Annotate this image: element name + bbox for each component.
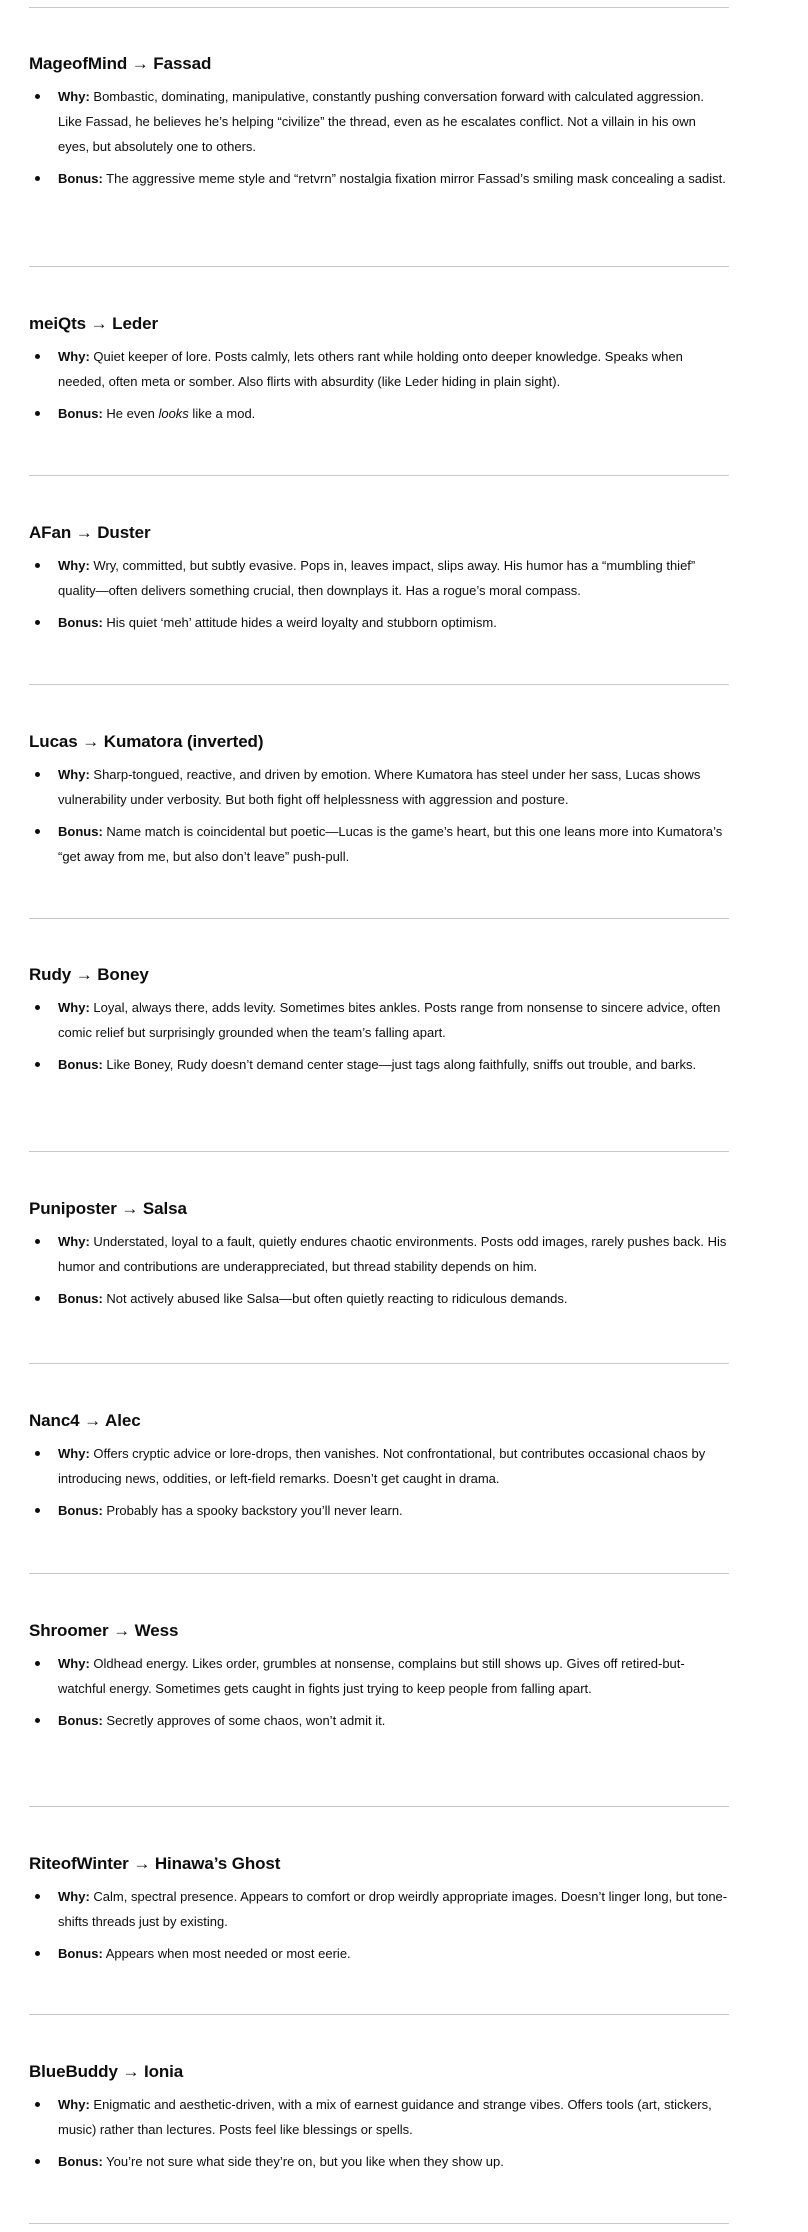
why-text: Oldhead energy. Likes order, grumbles at nonsense, complains but still shows up. Gives off retired-but-watchful energy. Sometimes gets caught in fights just trying to keep people from falling apart. <box>58 1656 685 1696</box>
why-text: Enigmatic and aesthetic-driven, with a mix of earnest guidance and strange vibes. Offers tools (art, stickers, music) rather than lectures. Posts feel like blessings or spells. <box>58 2097 712 2137</box>
why-text: Calm, spectral presence. Appears to comfort or drop weirdly appropriate images. Doesn’t linger long, but tone-shifts threads just by existing. <box>58 1889 728 1929</box>
character-section <box>29 2061 729 2181</box>
why-label: Why: <box>58 1446 90 1461</box>
bullet-list <box>29 553 729 635</box>
why-text: Bombastic, dominating, manipulative, constantly pushing conversation forward with calculated aggression. Like Fassad, he believes he’s helping “civilize” the thread, even as he escalates conflict. Not a villain in his own eyes, but absolutely one to others. <box>58 89 705 154</box>
bonus-text: Appears when most needed or most eerie. <box>105 1946 351 1961</box>
character-section <box>29 1853 729 1973</box>
bonus-point <box>29 1708 729 1733</box>
section-heading: Puniposter → Salsa <box>29 1199 187 1218</box>
why-label: Why: <box>58 1889 90 1904</box>
bonus-label: Bonus: <box>58 615 103 630</box>
why-text: Quiet keeper of lore. Posts calmly, lets others rant while holding onto deeper knowledge. Speaks when needed, often meta or somber. Also flirts with absurdity (like Leder hiding in plain sight). <box>58 349 683 389</box>
why-label: Why: <box>58 1656 90 1671</box>
why-point <box>29 1229 729 1279</box>
why-text: Offers cryptic advice or lore-drops, then vanishes. Not confrontational, but contributes occasional chaos by introducing news, oddities, or left-field remarks. Doesn’t get caught in drama. <box>58 1446 706 1486</box>
divider <box>29 918 729 919</box>
bonus-text-post: like a mod. <box>188 406 256 421</box>
section-heading: meiQts → Leder <box>29 314 158 333</box>
character-section <box>29 313 729 433</box>
section-heading: Nanc4 → Alec <box>29 1411 141 1430</box>
character-section <box>29 1620 729 1740</box>
why-point <box>29 84 729 159</box>
character-section <box>29 522 729 642</box>
why-label: Why: <box>58 89 90 104</box>
bullet-list <box>29 762 729 869</box>
why-text: Wry, committed, but subtly evasive. Pops in, leaves impact, slips away. His humor has a “mumbling thief” quality—often delivers something crucial, then downplays it. Has a rogue’s moral compass. <box>58 558 696 598</box>
bullet-list <box>29 1651 729 1733</box>
why-point <box>29 1884 729 1934</box>
why-point <box>29 762 729 812</box>
section-heading: Shroomer → Wess <box>29 1621 179 1640</box>
bullet-list <box>29 1884 729 1966</box>
why-text: Sharp-tongued, reactive, and driven by emotion. Where Kumatora has steel under her sass, Lucas shows vulnerability under verbosity. But both fight off helplessness with aggression and posture. <box>58 767 701 807</box>
divider <box>29 1363 729 1364</box>
divider <box>29 7 729 8</box>
bonus-point <box>29 1052 729 1077</box>
bonus-text: Like Boney, Rudy doesn’t demand center stage—just tags along faithfully, sniffs out trouble, and barks. <box>106 1057 697 1072</box>
bullet-list <box>29 84 729 191</box>
divider <box>29 1806 729 1807</box>
bonus-point <box>29 401 729 426</box>
character-section <box>29 1410 729 1530</box>
bonus-point <box>29 1941 729 1966</box>
bonus-label: Bonus: <box>58 2154 103 2169</box>
bonus-text: Probably has a spooky backstory you’ll never learn. <box>106 1503 403 1518</box>
divider <box>29 2014 729 2015</box>
why-label: Why: <box>58 1234 90 1249</box>
bonus-text: Secretly approves of some chaos, won’t admit it. <box>106 1713 386 1728</box>
why-label: Why: <box>58 558 90 573</box>
bonus-text: His quiet ‘meh’ attitude hides a weird loyalty and stubborn optimism. <box>106 615 497 630</box>
bonus-label: Bonus: <box>58 1713 103 1728</box>
bullet-list <box>29 1441 729 1523</box>
divider <box>29 475 729 476</box>
character-section <box>29 1198 729 1318</box>
why-point <box>29 2092 729 2142</box>
bonus-point <box>29 1498 729 1523</box>
why-label: Why: <box>58 1000 90 1015</box>
bonus-label: Bonus: <box>58 406 103 421</box>
bonus-text: Not actively abused like Salsa—but often quietly reacting to ridiculous demands. <box>106 1291 568 1306</box>
bonus-text: You’re not sure what side they’re on, but you like when they show up. <box>106 2154 504 2169</box>
bonus-point <box>29 819 729 869</box>
why-label: Why: <box>58 2097 90 2112</box>
bonus-label: Bonus: <box>58 1291 103 1306</box>
bonus-text: The aggressive meme style and “retvrn” nostalgia fixation mirror Fassad’s smiling mask concealing a sadist. <box>106 171 726 186</box>
why-point <box>29 1651 729 1701</box>
why-text: Understated, loyal to a fault, quietly endures chaotic environments. Posts odd images, rarely pushes back. His humor and contributions are underappreciated, but thread stability depends on him. <box>58 1234 727 1274</box>
bonus-point <box>29 1286 729 1311</box>
section-heading: RiteofWinter → Hinawa’s Ghost <box>29 1854 281 1873</box>
why-text: Loyal, always there, adds levity. Sometimes bites ankles. Posts range from nonsense to sincere advice, often comic relief but surprisingly grounded when the team’s falling apart. <box>58 1000 721 1040</box>
bonus-point <box>29 610 729 635</box>
section-heading: AFan → Duster <box>29 523 151 542</box>
character-section <box>29 731 729 876</box>
bonus-label: Bonus: <box>58 1946 103 1961</box>
section-heading: MageofMind → Fassad <box>29 54 212 73</box>
character-section <box>29 53 729 198</box>
bonus-text: Name match is coincidental but poetic—Lucas is the game’s heart, but this one leans more into Kumatora’s “get away from me, but also don’t leave” push-pull. <box>58 824 723 864</box>
divider <box>29 1573 729 1574</box>
character-section <box>29 964 729 1084</box>
section-heading: Lucas → Kumatora (inverted) <box>29 732 264 751</box>
why-point <box>29 1441 729 1491</box>
why-label: Why: <box>58 767 90 782</box>
bonus-label: Bonus: <box>58 824 103 839</box>
bonus-text-pre: He even <box>106 406 159 421</box>
why-point <box>29 344 729 394</box>
divider <box>29 266 729 267</box>
bullet-list <box>29 1229 729 1311</box>
why-point <box>29 995 729 1045</box>
bonus-label: Bonus: <box>58 1503 103 1518</box>
bonus-point <box>29 2149 729 2174</box>
divider <box>29 684 729 685</box>
bonus-text-emphasis: looks <box>158 406 189 421</box>
why-point <box>29 553 729 603</box>
section-heading: BlueBuddy → Ionia <box>29 2062 184 2081</box>
bullet-list <box>29 2092 729 2174</box>
bonus-label: Bonus: <box>58 171 103 186</box>
bullet-list <box>29 344 729 426</box>
divider <box>29 2223 729 2224</box>
divider <box>29 1151 729 1152</box>
bonus-point <box>29 166 729 191</box>
bonus-label: Bonus: <box>58 1057 103 1072</box>
why-label: Why: <box>58 349 90 364</box>
section-heading: Rudy → Boney <box>29 965 149 984</box>
bullet-list <box>29 995 729 1077</box>
